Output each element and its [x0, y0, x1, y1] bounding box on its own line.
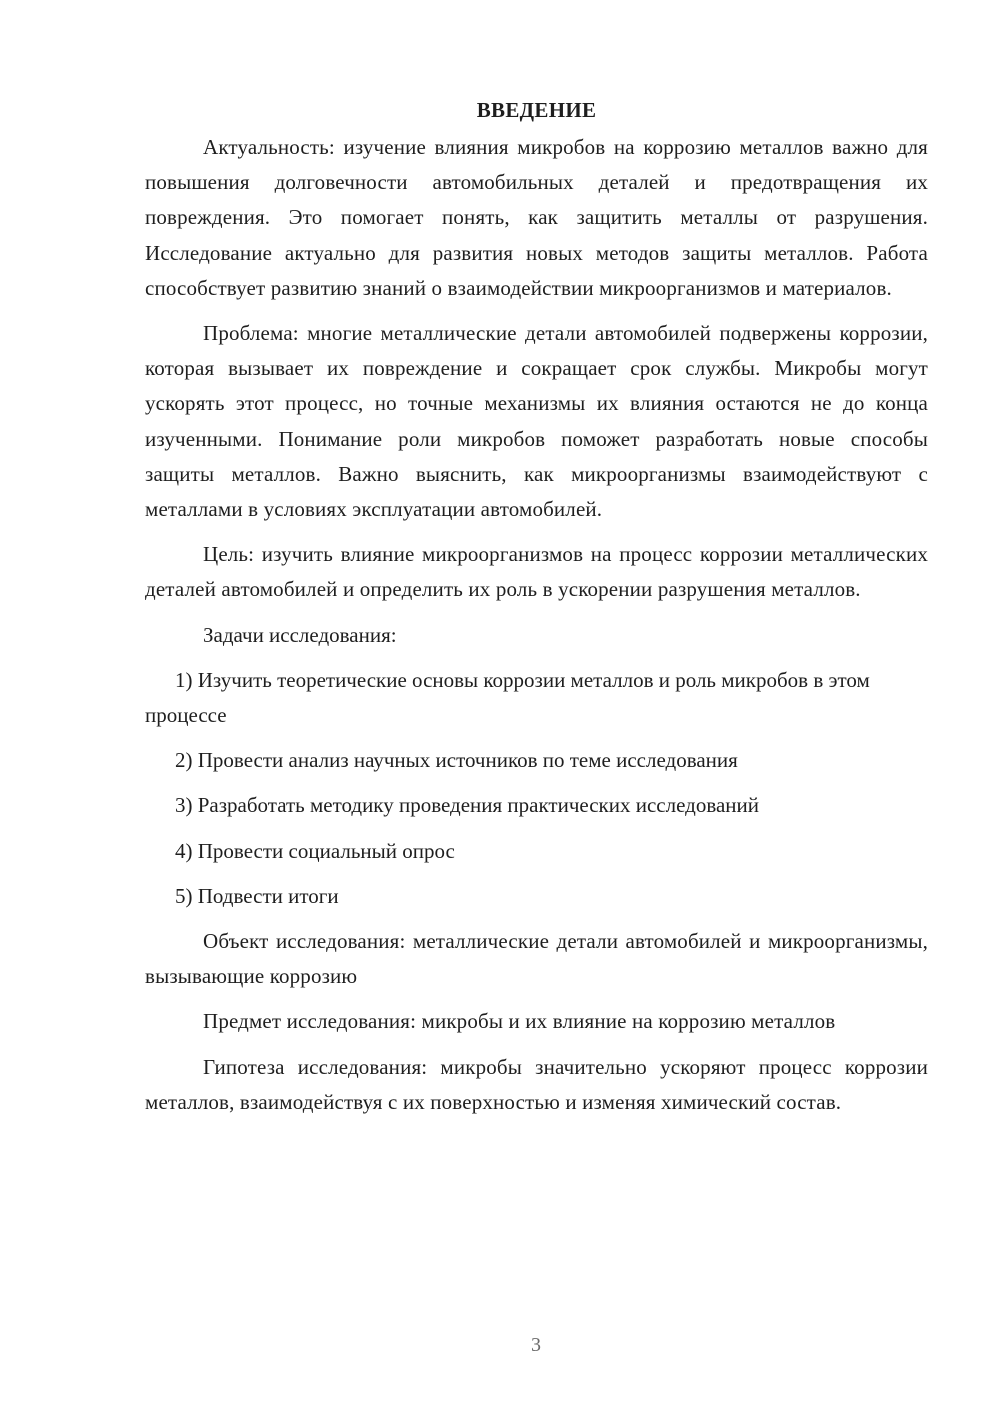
object-paragraph: Объект исследования: металлические детали автомобилей и микроорганизмы, вызывающие коррозию: [145, 929, 928, 989]
tasks-heading: Задачи исследования:: [203, 622, 397, 647]
subject-paragraph: Предмет исследования: микробы и их влияние на коррозию металлов: [203, 1009, 836, 1034]
task-item: 5) Подвести итоги: [175, 883, 339, 908]
task-item: 1) Изучить теоретические основы коррозии металлов и роль микробов в этом процессе: [145, 667, 870, 728]
problem-paragraph: Проблема: многие металлические детали автомобилей подвержены коррозии, которая вызывает их повреждение и сокращает срок службы. Микробы могут ускорять этот процесс, но точные механизмы их влияния остаются не до конца изученными. Понимание роли микробов поможет разработать новые способы защиты металлов. Важно выяснить, как микроорганизмы взаимодействуют с металлами в условиях эксплуатации автомобилей.: [145, 321, 928, 522]
task-item: 2) Провести анализ научных источников по теме исследования: [175, 748, 738, 773]
relevance-paragraph: Актуальность: изучение влияния микробов на коррозию металлов важно для повышения долговечности автомобильных деталей и предотвращения их повреждения. Это помогает понять, как защитить металлы от разрушения. Исследование актуально для развития новых методов защиты металлов. Работа способствует развитию знаний о взаимодействии микроорганизмов и материалов.: [145, 135, 928, 300]
task-item: 4) Провести социальный опрос: [175, 838, 455, 863]
section-title: ВВЕДЕНИЕ: [476, 98, 597, 122]
task-item: 3) Разработать методику проведения практических исследований: [175, 793, 760, 818]
page-number: 3: [531, 1334, 541, 1356]
document-page: [145, 92, 928, 1130]
hypothesis-paragraph: Гипотеза исследования: микробы значительно ускоряют процесс коррозии металлов, взаимодействуя с их поверхностью и изменяя химический состав.: [145, 1054, 928, 1114]
goal-paragraph: Цель: изучить влияние микроорганизмов на процесс коррозии металлических деталей автомобилей и определить их роль в ускорении разрушения металлов.: [145, 542, 928, 602]
